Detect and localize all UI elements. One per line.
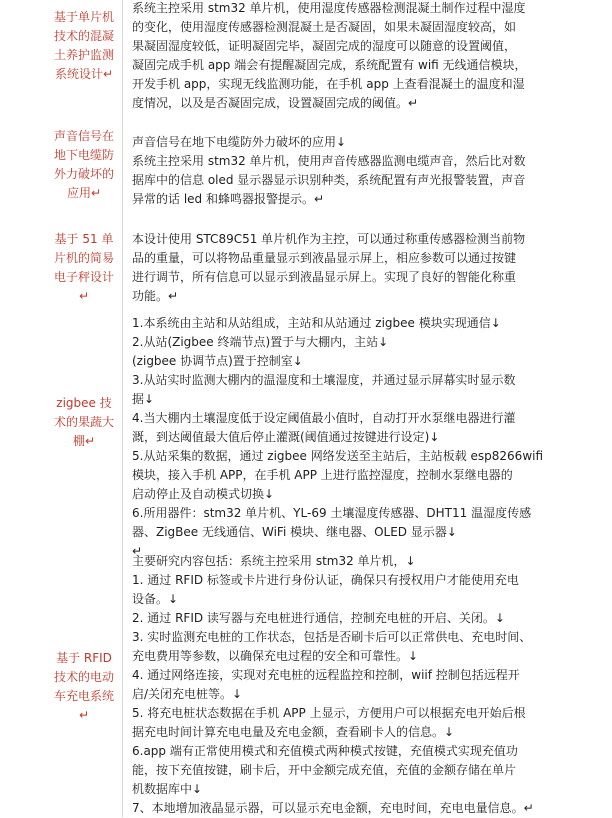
content-line: 果凝固湿度较低，证明凝固完毕，凝固完成的湿度可以随意的设置阈值， <box>132 39 517 53</box>
row-content <box>132 133 602 209</box>
content-line: 3.从站实时监测大棚内的温湿度和土壤湿度，并通过显示屏幕实时显示数 <box>132 373 516 387</box>
row-content <box>132 230 602 306</box>
row-title: 基于 RFID 技术的电动车充电系统↵ <box>53 651 114 722</box>
content-line: 设备。↓ <box>132 592 179 606</box>
content-line: ↵ <box>132 544 143 558</box>
content-line: 4. 通过网络连接，实现对充电桩的远程监控和控制，wiif 控制包括远程开 <box>132 668 520 682</box>
content-line: 据充电时间计算充电电量及充电金额，查看刷卡人的信息。↓ <box>132 725 455 739</box>
content-line: 机数据库中↓ <box>132 782 203 796</box>
table-row <box>0 314 612 558</box>
content-line: 1.本系统由主站和从站组成，主站和从站通过 zigbee 模块实现通信↓ <box>132 316 501 330</box>
content-line: 开发手机 app，实现无线监测功能，在手机 app 上查看混凝土的温度和湿 <box>132 77 525 91</box>
content-line: 声音信号在地下电缆防外力破坏的应用↓ <box>132 135 347 149</box>
row-title: 基于 51 单片机的简易电子秤设计↵ <box>53 232 114 303</box>
content-line: 7、本地增加液晶显示器，可以显示充电金额，充电时间，充电电量信息。↵ <box>132 801 534 815</box>
content-line: 启/关闭充电桩等。↓ <box>132 687 243 701</box>
row-title: zigbee 技术的果蔬大棚↵ <box>53 396 114 448</box>
table-row <box>0 552 612 817</box>
content-line: 品的重量，可以将物品重量显示到液晶显示屏上，相应参数可以通过按键 <box>132 251 517 265</box>
content-line: 异常的话 led 和蜂鸣器报警提示。↵ <box>132 192 325 206</box>
content-line: 系统主控采用 stm32 单片机，使用湿度传感器检测混凝土制作过程中湿度 <box>132 1 526 15</box>
content-line: 6.app 端有正常使用模式和充值模式两种模式按键，充值模式实现充值功 <box>132 744 518 758</box>
row-title: 基于单片机技术的混凝土养护监测系统设计↵ <box>53 10 114 81</box>
content-line: 2. 通过 RFID 读写器与充电桩进行通信，控制充电桩的开启、关闭。↓ <box>132 611 505 625</box>
content-line: 3. 实时监测充电桩的工作状态，包括是否刷卡后可以正常供电、充电时间、 <box>132 630 532 644</box>
table-row <box>0 0 612 120</box>
content-line: 5.从站采集的数据，通过 zigbee 网络发送至主站后，主站板载 esp8266wifi <box>132 449 544 463</box>
row-content <box>132 0 602 113</box>
content-line: 充电费用等参数，以确保充电过程的安全和可靠性。↓ <box>132 649 419 663</box>
content-line: 2.从站(Zigbee 终端节点)置于与大棚内，主站↓ <box>132 335 389 349</box>
content-line: 器、ZigBee 无线通信、WiFi 模块、继电器、OLED 显示器↓ <box>132 525 457 539</box>
content-line: 据库中的信息 oled 显示器显示识别种类，系统配置有声光报警装置，声音 <box>132 173 526 187</box>
content-line: 主要研究内容包括：系统主控采用 stm32 单片机，↓ <box>132 554 416 568</box>
content-line: 度情况，以及是否凝固完成，设置凝固完成的阈值。↵ <box>132 96 419 110</box>
content-line: 5. 将充电桩状态数据在手机 APP 上显示，方便用户可以根据充电开始后根 <box>132 706 526 720</box>
content-line: 启动停止及自动模式切换↓ <box>132 487 275 501</box>
content-line: 进行调节，所有信息可以显示到液晶显示屏上。实现了良好的智能化称重 <box>132 270 517 284</box>
content-line: 6.所用器件：stm32 单片机、YL-69 土壤湿度传感器、DHT11 温湿度传感 <box>132 506 532 520</box>
content-line: 模块，接入手机 APP，在手机 APP 上进行监控湿度，控制水泵继电器的 <box>132 468 513 482</box>
content-line: 凝固完成手机 app 端会有提醒凝固完成，系统配置有 wifi 无线通信模块， <box>132 58 527 72</box>
content-line: 据↓ <box>132 392 155 406</box>
content-line: 本设计使用 STC89C51 单片机作为主控，可以通过称重传感器检测当前物 <box>132 232 526 246</box>
content-line: 功能。↵ <box>132 289 179 303</box>
content-line: 的变化，使用湿度传感器检测混凝土是否凝固，如果未凝固湿度较高，如 <box>132 20 517 34</box>
table-row <box>0 125 612 225</box>
content-line: 溉，到达阈值最大值后停止灌溉(阈值通过按键进行设定)↓ <box>132 430 440 444</box>
row-title: 声音信号在地下电缆防外力破坏的应用↵ <box>53 129 114 200</box>
content-line: 1. 通过 RFID 标签或卡片进行身份认证，确保只有授权用户才能使用充电 <box>132 573 519 587</box>
row-content <box>132 314 602 561</box>
content-line: 4.当大棚内土壤湿度低于设定阈值最小值时，自动打开水泵继电器进行灌 <box>132 411 516 425</box>
content-line: 系统主控采用 stm32 单片机，使用声音传感器监测电缆声音，然后比对数 <box>132 154 526 168</box>
content-line: 能，按下充值按键，刷卡后，开中金额完成充值，充值的金额存储在单片 <box>132 763 517 777</box>
row-content <box>132 552 602 818</box>
content-line: (zigbee 协调节点)置于控制室↓ <box>132 354 303 368</box>
table-row <box>0 228 612 308</box>
